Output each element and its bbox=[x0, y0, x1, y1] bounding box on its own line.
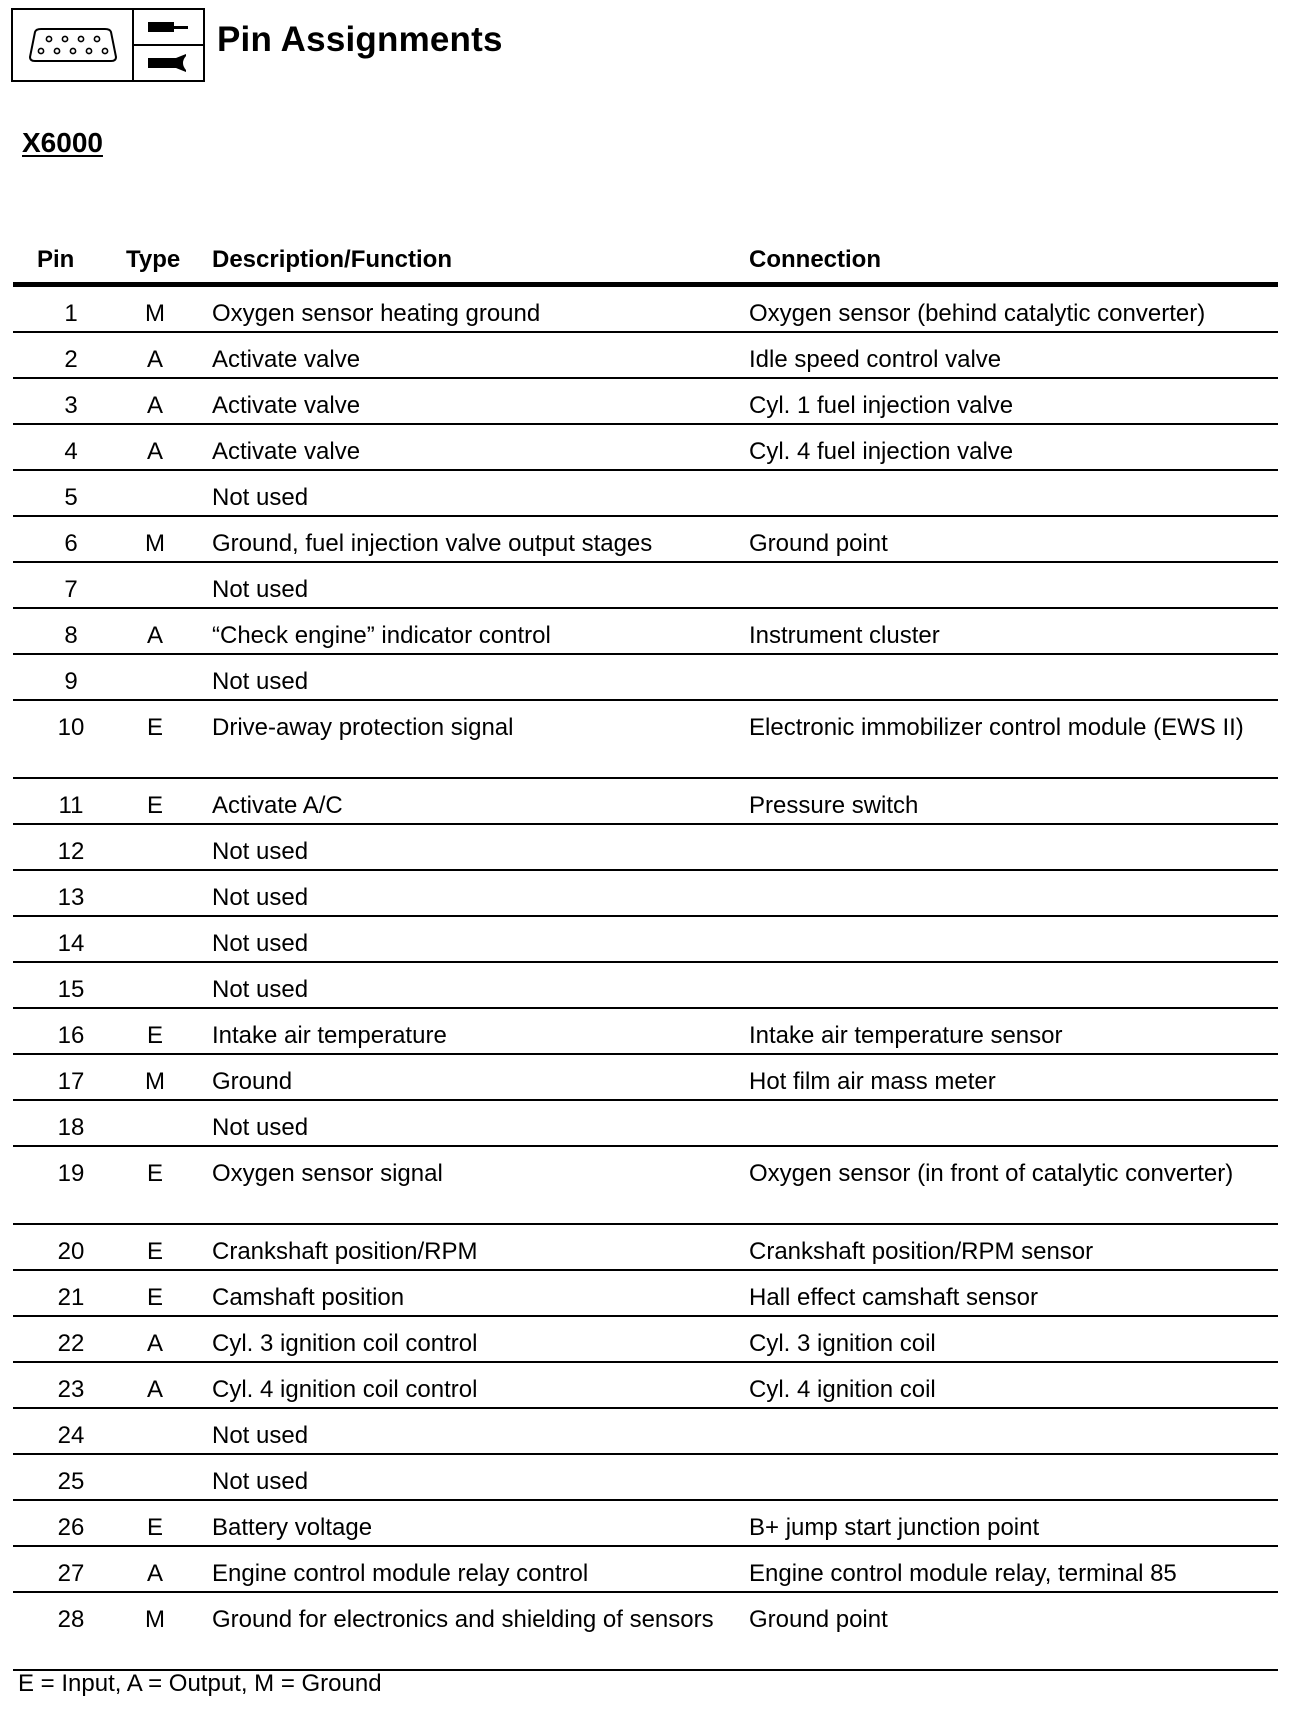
type-cell: E bbox=[146, 1022, 163, 1049]
type-cell: M bbox=[145, 1606, 165, 1633]
type-cell: A bbox=[146, 1330, 163, 1357]
table-row bbox=[13, 1147, 1278, 1225]
table-row bbox=[13, 517, 1278, 563]
type-cell: A bbox=[146, 438, 163, 465]
table-row bbox=[13, 1317, 1278, 1363]
description-cell: Not used bbox=[212, 668, 309, 695]
table-row bbox=[13, 1455, 1278, 1501]
d-sub-connector-icon bbox=[13, 10, 134, 80]
type-cell: E bbox=[146, 1238, 163, 1265]
column-header-type: Type bbox=[126, 246, 181, 273]
type-cell: E bbox=[146, 1514, 163, 1541]
table-row bbox=[13, 655, 1278, 701]
type-legend: E = Input, A = Output, M = Ground bbox=[18, 1670, 382, 1697]
table-row bbox=[13, 471, 1278, 517]
connection-cell: Pressure switch bbox=[749, 792, 919, 819]
description-cell: Camshaft position bbox=[212, 1284, 405, 1311]
pin-cell: 22 bbox=[57, 1330, 85, 1357]
pin-cell: 15 bbox=[57, 976, 85, 1003]
table-row bbox=[13, 917, 1278, 963]
pin-cell: 25 bbox=[57, 1468, 85, 1495]
description-cell: Cyl. 3 ignition coil control bbox=[212, 1330, 478, 1357]
pin-cell: 14 bbox=[57, 930, 85, 957]
column-header-pin: Pin bbox=[37, 246, 75, 273]
page-title: Pin Assignments bbox=[217, 20, 503, 59]
pin-cell: 6 bbox=[64, 530, 78, 557]
description-cell: Not used bbox=[212, 838, 309, 865]
connection-cell: Intake air temperature sensor bbox=[749, 1022, 1063, 1049]
pin-cell: 3 bbox=[64, 392, 78, 419]
table-row bbox=[13, 1101, 1278, 1147]
connection-cell: Electronic immobilizer control module (EWS II) bbox=[749, 714, 1244, 741]
description-cell: Intake air temperature bbox=[212, 1022, 447, 1049]
pin-cell: 2 bbox=[64, 346, 78, 373]
pin-cell: 13 bbox=[57, 884, 85, 911]
pin-cell: 19 bbox=[57, 1160, 85, 1187]
description-cell: Not used bbox=[212, 976, 309, 1003]
connection-cell: Oxygen sensor (behind catalytic converter) bbox=[749, 300, 1206, 327]
table-row bbox=[13, 1363, 1278, 1409]
connection-cell: B+ jump start junction point bbox=[749, 1514, 1040, 1541]
type-cell: E bbox=[146, 792, 163, 819]
connection-cell: Engine control module relay, terminal 85 bbox=[749, 1560, 1177, 1587]
type-cell: E bbox=[146, 1284, 163, 1311]
connector-pinout-icon bbox=[11, 8, 205, 82]
connection-cell: Cyl. 3 ignition coil bbox=[749, 1330, 936, 1357]
table-row bbox=[13, 1409, 1278, 1455]
pin-cell: 16 bbox=[57, 1022, 85, 1049]
type-cell: A bbox=[146, 1376, 163, 1403]
connector-id: X6000 bbox=[22, 127, 103, 158]
description-cell: Crankshaft position/RPM bbox=[212, 1238, 478, 1265]
description-cell: Not used bbox=[212, 930, 309, 957]
description-cell: Activate valve bbox=[212, 438, 361, 465]
connection-cell: Cyl. 4 fuel injection valve bbox=[749, 438, 1014, 465]
description-cell: Ground, fuel injection valve output stages bbox=[212, 530, 653, 557]
table-row bbox=[13, 333, 1278, 379]
description-cell: “Check engine” indicator control bbox=[212, 622, 551, 649]
pin-cell: 18 bbox=[57, 1114, 85, 1141]
connection-cell: Oxygen sensor (in front of catalytic converter) bbox=[749, 1160, 1234, 1187]
pin-cell: 21 bbox=[57, 1284, 85, 1311]
table-row bbox=[13, 1593, 1278, 1671]
description-cell: Not used bbox=[212, 1422, 309, 1449]
table-row bbox=[13, 563, 1278, 609]
table-row bbox=[13, 871, 1278, 917]
description-cell: Oxygen sensor heating ground bbox=[212, 300, 541, 327]
pin-cell: 26 bbox=[57, 1514, 85, 1541]
type-cell: A bbox=[146, 392, 163, 419]
table-row bbox=[13, 379, 1278, 425]
connection-cell: Ground point bbox=[749, 1606, 888, 1633]
table-row bbox=[13, 1225, 1278, 1271]
pin-cell: 28 bbox=[57, 1606, 85, 1633]
table-row bbox=[13, 1055, 1278, 1101]
table-row bbox=[13, 1547, 1278, 1593]
description-cell: Oxygen sensor signal bbox=[212, 1160, 443, 1187]
connection-cell: Crankshaft position/RPM sensor bbox=[749, 1238, 1094, 1265]
connection-cell: Ground point bbox=[749, 530, 888, 557]
connection-cell: Instrument cluster bbox=[749, 622, 940, 649]
connection-cell: Hot film air mass meter bbox=[749, 1068, 996, 1095]
pin-cell: 17 bbox=[57, 1068, 85, 1095]
table-header bbox=[13, 238, 1278, 287]
pin-cell: 9 bbox=[64, 668, 78, 695]
description-cell: Activate valve bbox=[212, 392, 361, 419]
description-cell: Ground for electronics and shielding of sensors bbox=[212, 1606, 714, 1633]
pin-cell: 1 bbox=[64, 300, 78, 327]
table-row bbox=[13, 701, 1278, 779]
table-row bbox=[13, 287, 1278, 333]
description-cell: Not used bbox=[212, 484, 309, 511]
type-cell: M bbox=[145, 300, 165, 327]
male-plug-icon bbox=[134, 10, 203, 46]
type-cell: E bbox=[146, 1160, 163, 1187]
column-header-description: Description/Function bbox=[212, 246, 452, 273]
pin-cell: 8 bbox=[64, 622, 78, 649]
column-header-connection: Connection bbox=[749, 246, 881, 273]
connection-cell: Idle speed control valve bbox=[749, 346, 1002, 373]
description-cell: Drive-away protection signal bbox=[212, 714, 514, 741]
type-cell: A bbox=[146, 1560, 163, 1587]
pin-cell: 27 bbox=[57, 1560, 85, 1587]
type-cell: E bbox=[146, 714, 163, 741]
female-socket-icon bbox=[134, 46, 203, 80]
pin-cell: 10 bbox=[57, 714, 85, 741]
description-cell: Engine control module relay control bbox=[212, 1560, 589, 1587]
pin-cell: 11 bbox=[58, 792, 84, 819]
description-cell: Not used bbox=[212, 1114, 309, 1141]
description-cell: Battery voltage bbox=[212, 1514, 373, 1541]
pin-cell: 24 bbox=[57, 1422, 85, 1449]
pin-cell: 20 bbox=[57, 1238, 85, 1265]
pin-assignment-table bbox=[13, 238, 1278, 1671]
description-cell: Not used bbox=[212, 576, 309, 603]
table-row bbox=[13, 963, 1278, 1009]
type-cell: A bbox=[146, 622, 163, 649]
description-cell: Cyl. 4 ignition coil control bbox=[212, 1376, 478, 1403]
description-cell: Activate valve bbox=[212, 346, 361, 373]
pin-cell: 23 bbox=[57, 1376, 85, 1403]
table-row bbox=[13, 425, 1278, 471]
type-cell: A bbox=[146, 346, 163, 373]
pin-cell: 4 bbox=[64, 438, 78, 465]
pin-cell: 7 bbox=[64, 576, 78, 603]
connection-cell: Hall effect camshaft sensor bbox=[749, 1284, 1039, 1311]
description-cell: Not used bbox=[212, 1468, 309, 1495]
table-row bbox=[13, 609, 1278, 655]
table-row bbox=[13, 779, 1278, 825]
table-row bbox=[13, 1271, 1278, 1317]
table-row bbox=[13, 825, 1278, 871]
table-row bbox=[13, 1009, 1278, 1055]
description-cell: Activate A/C bbox=[212, 792, 343, 819]
description-cell: Ground bbox=[212, 1068, 293, 1095]
type-cell: M bbox=[145, 530, 165, 557]
connection-cell: Cyl. 4 ignition coil bbox=[749, 1376, 936, 1403]
type-cell: M bbox=[145, 1068, 165, 1095]
description-cell: Not used bbox=[212, 884, 309, 911]
connection-cell: Cyl. 1 fuel injection valve bbox=[749, 392, 1014, 419]
pin-cell: 5 bbox=[64, 484, 78, 511]
pin-cell: 12 bbox=[57, 838, 85, 865]
table-row bbox=[13, 1501, 1278, 1547]
